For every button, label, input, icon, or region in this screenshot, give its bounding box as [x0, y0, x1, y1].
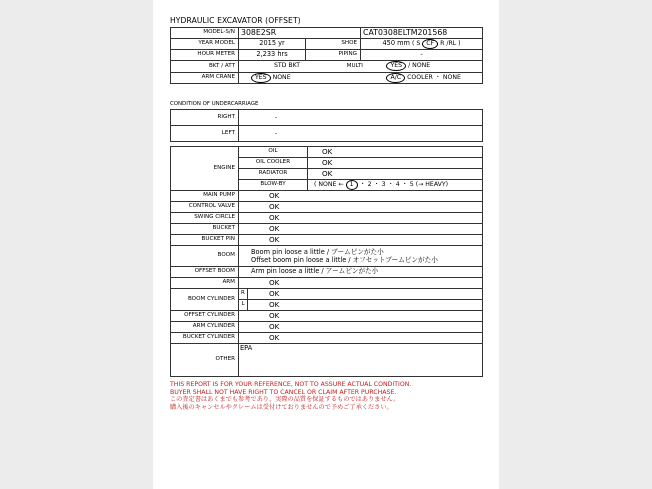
- shoe-selected: CF: [422, 39, 438, 49]
- control-valve-value: OK: [239, 202, 483, 213]
- row-arm: [171, 278, 483, 289]
- multi-label: MULTI: [346, 63, 363, 69]
- radiator-label: RADIATOR: [239, 169, 308, 180]
- row-bucket: [171, 224, 483, 235]
- shoe-open: ( S: [411, 40, 421, 47]
- row-swing-circle: [171, 213, 483, 224]
- oil-cooler-value: OK: [308, 158, 483, 169]
- main-pump-value: OK: [239, 191, 483, 202]
- row-oil: [171, 147, 483, 158]
- boom-cyl-l-value: OK: [248, 300, 483, 311]
- boom-cyl-r-label: R: [239, 289, 248, 300]
- row-right: [171, 110, 483, 126]
- multi-rest: / NONE: [408, 62, 431, 70]
- crane-label: ARM CRANE: [171, 72, 239, 83]
- row-year: [171, 39, 483, 50]
- blow-by-cell: [308, 180, 483, 191]
- row-main-pump: [171, 191, 483, 202]
- multi-cell: [361, 61, 483, 73]
- shoe-cell: [361, 39, 483, 50]
- oil-value: OK: [308, 147, 483, 158]
- hour-value: 2,233 hrs: [239, 50, 306, 61]
- row-boom-cyl-r: [171, 289, 483, 300]
- row-boom: [171, 246, 483, 267]
- row-bucket-pin: [171, 235, 483, 246]
- inspection-table: [170, 146, 483, 377]
- other-label: OTHER: [171, 344, 239, 377]
- offset-boom-label: OFFSET BOOM: [171, 267, 239, 278]
- cooler-rest: COOLER ・ NONE: [407, 73, 461, 81]
- piping-value: -: [361, 50, 483, 61]
- offset-cylinder-label: OFFSET CYLINDER: [171, 311, 239, 322]
- undercarriage-table: [170, 109, 483, 142]
- shoe-label: SHOE: [306, 39, 361, 50]
- piping-label: PIPING: [306, 50, 361, 61]
- model-value: 308E2SR: [239, 28, 361, 39]
- row-left: [171, 126, 483, 142]
- serial-value: CAT0308ELTM201568: [361, 28, 483, 39]
- offset-cylinder-value: OK: [239, 311, 483, 322]
- arm-cylinder-label: ARM CYLINDER: [171, 322, 239, 333]
- row-offset-boom: [171, 267, 483, 278]
- blow-by-pre: ( NONE ←: [314, 181, 344, 188]
- shoe-rest: R /RL ): [440, 40, 461, 47]
- row-arm-cyl: [171, 322, 483, 333]
- blow-by-post: ・ 2 ・ 3 ・ 4 ・ 5 (→ HEAVY): [359, 181, 449, 188]
- bkt-cell: [239, 61, 361, 73]
- disclaimer-line-1: THIS REPORT IS FOR YOUR REFERENCE, NOT TO ASSURE ACTUAL CONDITION.: [170, 381, 412, 388]
- boom-cylinder-label: BOOM CYLINDER: [171, 289, 239, 311]
- year-value: 2015 yr: [239, 39, 306, 50]
- hour-label: HOUR METER: [171, 50, 239, 61]
- crane-cell: [239, 72, 361, 83]
- bucket-label: BUCKET: [171, 224, 239, 235]
- cooler-cell: [361, 72, 483, 83]
- multi-selected: YES: [386, 61, 406, 71]
- row-bucket-cyl: [171, 333, 483, 344]
- boom-label: BOOM: [171, 246, 239, 267]
- boom-note-2: Offset boom pin loose a little / オフセットブームピンがた小: [251, 256, 438, 264]
- boom-note-1: Boom pin loose a little / ブームピンがた小: [251, 248, 384, 256]
- control-valve-label: CONTROL VALVE: [171, 202, 239, 213]
- bucket-cylinder-label: BUCKET CYLINDER: [171, 333, 239, 344]
- arm-value: OK: [239, 278, 483, 289]
- right-label: RIGHT: [171, 110, 239, 126]
- main-pump-label: MAIN PUMP: [171, 191, 239, 202]
- row-bkt: [171, 61, 483, 73]
- oil-cooler-label: OIL COOLER: [239, 158, 308, 169]
- swing-circle-label: SWING CIRCLE: [171, 213, 239, 224]
- blow-by-selected: 1: [346, 180, 358, 190]
- engine-label: ENGINE: [171, 147, 239, 191]
- disclaimer: [170, 381, 411, 411]
- year-label: YEAR MODEL: [171, 39, 239, 50]
- header-table: [170, 27, 483, 84]
- row-control-valve: [171, 202, 483, 213]
- row-other: [171, 344, 483, 377]
- bucket-pin-label: BUCKET PIN: [171, 235, 239, 246]
- bucket-value: OK: [239, 224, 483, 235]
- crane-selected: YES: [251, 73, 271, 83]
- bucket-pin-value: OK: [239, 235, 483, 246]
- disclaimer-line-4: 購入後のキャンセルやクレームは受付けておりませんので予めご了承ください。: [170, 403, 393, 411]
- report-title: HYDRAULIC EXCAVATOR (OFFSET): [170, 16, 301, 25]
- boom-cyl-l-label: L: [239, 300, 248, 311]
- offset-boom-value: Arm pin loose a little / アームピンがた小: [239, 267, 483, 278]
- row-offset-cyl: [171, 311, 483, 322]
- crane-rest: NONE: [272, 73, 291, 81]
- arm-cylinder-value: OK: [239, 322, 483, 333]
- row-hour: [171, 50, 483, 61]
- arm-label: ARM: [171, 278, 239, 289]
- row-model: [171, 28, 483, 39]
- right-value: -: [239, 110, 483, 126]
- bucket-cylinder-value: OK: [239, 333, 483, 344]
- disclaimer-line-2: BUYER SHALL NOT HAVE RIGHT TO CANCEL OR CLAIM AFTER PURCHASE.: [170, 388, 397, 396]
- cooler-selected: A/C: [386, 73, 405, 83]
- left-value: -: [239, 126, 483, 142]
- undercarriage-title: CONDITION OF UNDERCARRIAGE: [170, 101, 259, 107]
- oil-label: OIL: [239, 147, 308, 158]
- other-value: EPA: [239, 344, 483, 377]
- report-sheet: [153, 0, 499, 489]
- bkt-label: BKT / ATT: [171, 61, 239, 73]
- radiator-value: OK: [308, 169, 483, 180]
- disclaimer-line-3: この査定書はあくまでも参考であり、実際の品質を保証するものではありません。: [170, 396, 400, 404]
- model-label: MODEL-S/N: [171, 28, 239, 39]
- row-crane: [171, 72, 483, 83]
- boom-value: [239, 246, 483, 267]
- boom-cyl-r-value: OK: [248, 289, 483, 300]
- swing-circle-value: OK: [239, 213, 483, 224]
- blow-by-label: BLOW-BY: [239, 180, 308, 191]
- shoe-value: 450 mm: [382, 39, 410, 47]
- bkt-value: STD BKT: [273, 62, 301, 69]
- left-label: LEFT: [171, 126, 239, 142]
